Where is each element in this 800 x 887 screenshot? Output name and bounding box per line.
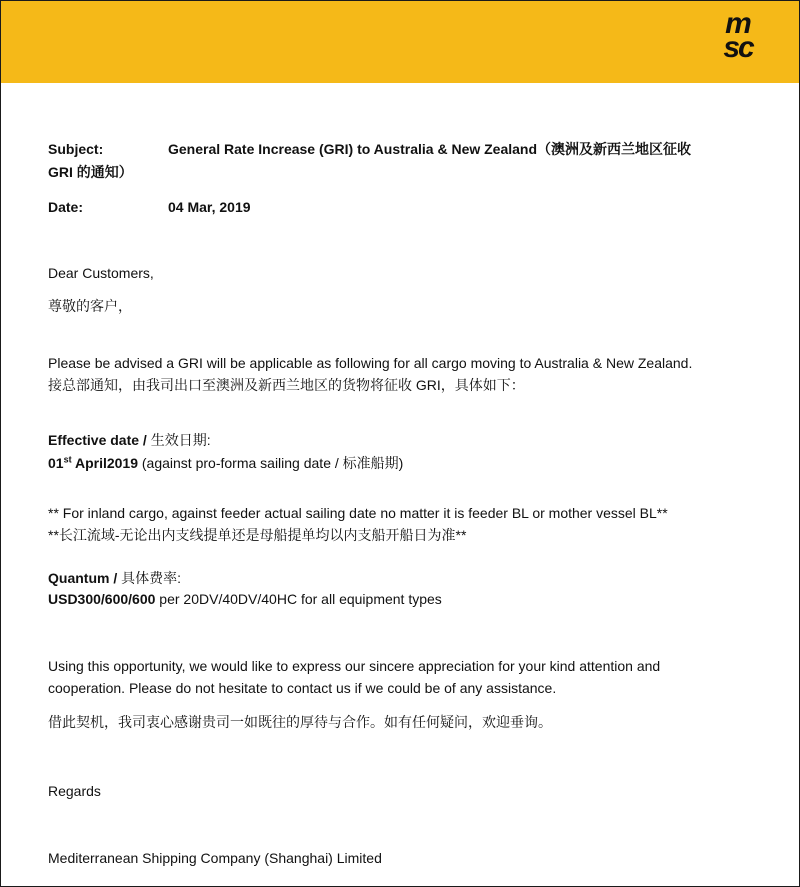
date-line [48, 196, 251, 218]
effective-month-year: April2019 [71, 455, 138, 471]
quantum-label-line [48, 567, 181, 589]
subject-text-line2: GRI 的通知） [48, 164, 133, 180]
inland-en: ** For inland cargo, against feeder actual sailing date no matter it is feeder BL or mother vessel BL** [48, 505, 668, 521]
company-name: Mediterranean Shipping Company (Shanghai) Limited [48, 850, 382, 866]
quantum-rate-line [48, 588, 442, 610]
effective-label-en: Effective date / [48, 432, 147, 448]
msc-logo [709, 9, 767, 67]
effective-date-line [48, 452, 403, 474]
subject-line-1 [48, 138, 691, 160]
quantum-amount: USD300/600/600 [48, 591, 156, 607]
date-value: 04 Mar, 2019 [168, 199, 251, 215]
subject-text-line1: General Rate Increase (GRI) to Australia & New Zealand（澳洲及新西兰地区征收 [168, 141, 692, 157]
appreciation-en-line1: Using this opportunity, we would like to express our sincere appreciation for your kind attention and [48, 658, 661, 674]
effective-day-suffix: st [63, 454, 72, 465]
appreciation-zh: 借此契机，我司衷心感谢贵司一如既往的厚待与合作。如有任何疑问，欢迎垂询。 [48, 714, 552, 730]
quantum-label-en: Quantum / [48, 570, 118, 586]
header-band [1, 1, 799, 83]
greeting-en: Dear Customers, [48, 265, 154, 281]
subject-label: Subject: [48, 141, 104, 157]
appreciation-en-line2: cooperation. Please do not hesitate to contact us if we could be of any assistance. [48, 680, 557, 696]
logo-text-bottom: sc [723, 31, 753, 64]
quantum-detail: per 20DV/40DV/40HC for all equipment types [155, 591, 442, 607]
greeting-zh: 尊敬的客户， [48, 298, 132, 314]
inland-zh: **长江流域-无论出内支线提单还是母船提单均以内支船开船日为准** [48, 527, 467, 543]
effective-label-zh: 生效日期: [146, 432, 211, 448]
date-label: Date: [48, 199, 84, 215]
effective-note: (against pro-forma sailing date / 标准船期) [138, 455, 404, 471]
effective-label-line [48, 429, 211, 451]
logo-text-top: m [725, 7, 751, 40]
advice-zh: 接总部通知，由我司出口至澳洲及新西兰地区的货物将征收 GRI，具体如下： [48, 377, 525, 393]
advice-en: Please be advised a GRI will be applicable as following for all cargo moving to Australia & New Zealand. [48, 355, 693, 371]
quantum-label-zh: 具体费率: [117, 570, 182, 586]
effective-day: 01 [48, 455, 64, 471]
regards: Regards [48, 783, 101, 799]
